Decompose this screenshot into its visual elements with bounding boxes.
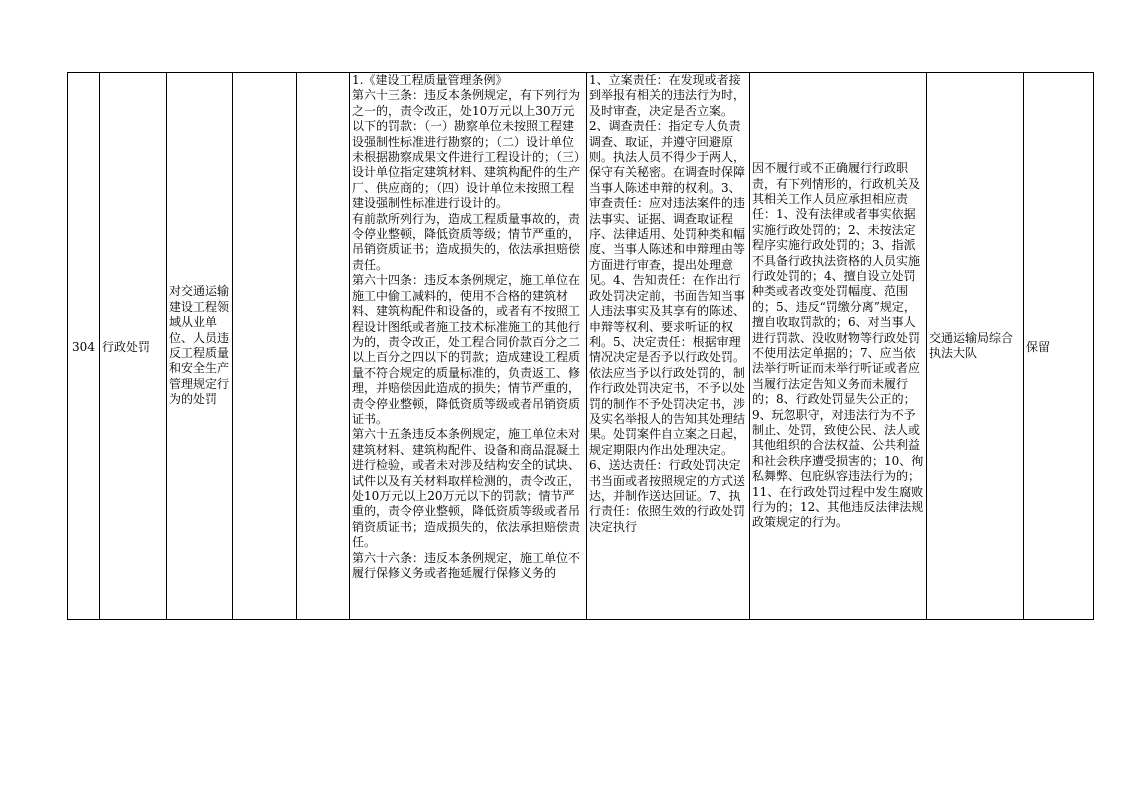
power-list-table xyxy=(67,72,1094,620)
responsibility-cell xyxy=(587,73,750,620)
accountability-text: 因不履行或不正确履行行政职责，有下列情形的，行政机关及其相关工作人员应承担相应责任：1、没有法律或者事实依据实施行政处罚的；2、未按法定程序实施行政处罚的；3、指派不具备行政执法资格的人员实施行政处罚的；4、擅自设立处罚种类或者改变处罚幅度、范围的；5、违反“罚缴分离”规定，擅自收取罚款的；6、对当事人进行罚款、没收财物等行政处罚不使用法定单据的；7、应当依法举行听证而未举行听证或者应当履行法定告知义务而未履行的；8、行政处罚显失公正的；9、玩忽职守，对违法行为不予制止、处罚，致使公民、法人或其他组织的合法权益、公共利益和社会秩序遭受损害的；10、徇私舞弊、包庇纵容违法行为的；11、在行政处罚过程中发生腐败行为的；12、其他违反法律法规政策规定的行为。 xyxy=(752,161,924,530)
sub-item-cell xyxy=(233,73,297,620)
power-item-name: 对交通运输建设工程领域从业单位、人员违反工程质量和安全生产管理规定行为的处罚 xyxy=(169,284,230,407)
row-number-cell xyxy=(68,73,100,620)
status-cell xyxy=(1024,73,1094,620)
implementing-agency: 交通运输局综合执法大队 xyxy=(929,330,1014,360)
power-category: 行政处罚 xyxy=(102,340,151,355)
category-cell xyxy=(100,73,167,620)
responsibility-text: 1、立案责任：在发现或者接到举报有相关的违法行为时，及时审查，决定是否立案。2、调查责任：指定专人负责调查、取证，并遵守回避原则。执法人员不得少于两人，保守有关秘密。在调查时保障当事人陈述申辩的权利。3、审查责任：应对违法案件的违法事实、证据、调查取证程序、法律适用、处罚种类和幅度、当事人陈述和申辩理由等方面进行审查，提出处理意见。4、告知责任：在作出行政处罚决定前，书面告知当事人违法事实及其享有的陈述、申辩等权利、要求听证的权利。5、决定责任：根据审理情况决定是否予以行政处罚。依法应当予以行政处罚的，制作行政处罚决定书，不予以处罚的制作不予处罚决定书，涉及实名举报人的告知其处理结果。处罚案件自立案之日起，规定期限内作出处理决定。 6、送达责任：行政处罚决定书当面或者按照规定的方式送达，并制作送达回证。7、执行责任：依照生效的行政处罚决定执行 xyxy=(589,73,746,534)
legal-basis-text: 1.《建设工程质量管理条例》 第六十三条：违反本条例规定，有下列行为之一的，责令改正，处10万元以上30万元以下的罚款：（一）勘察单位未按照工程建设强制性标准进行勘察的；（二）设计单位未根据勘察成果文件进行工程设计的；（三）设计单位指定建筑材料、建筑构配件的生产厂、供应商的；（四）设计单位未按照工程建设强制性标准进行设计的。 有前款所列行为，造成工程质量事故的，责令停业整顿，降低资质等级；情节严重的，吊销资质证书；造成损失的，依法承担赔偿责任。 第六十四条：违反本条例规定，施工单位在施工中偷工减料的，使用不合格的建筑材料、建筑构配件和设备的，或者有不按照工程设计图纸或者施工技术标准施工的其他行为的，责令改正，处工程合同价款百分之二以上百分之四以下的罚款；造成建设工程质量不符合规定的质量标准的，负责返工、修理，并赔偿因此造成的损失；情节严重的，责令停业整顿，降低资质等级或者吊销资质证书。 第六十五条违反本条例规定，施工单位未对建筑材料、建筑构配件、设备和商品混凝土进行检验，或者未对涉及结构安全的试块、试件以及有关材料取样检测的，责令改正，处10万元以上20万元以下的罚款；情节严重的，责令停业整顿，降低资质等级或者吊销资质证书；造成损失的，依法承担赔偿责任。 第六十六条：违反本条例规定，施工单位不履行保修义务或者拖延履行保修义务的 xyxy=(352,73,581,580)
row-number: 304 xyxy=(72,340,95,355)
empty-cell xyxy=(297,73,350,620)
table-row xyxy=(68,73,1094,620)
status-value: 保留 xyxy=(1026,340,1051,355)
accountability-cell xyxy=(750,73,927,620)
item-name-cell xyxy=(167,73,233,620)
agency-cell xyxy=(927,73,1024,620)
legal-basis-cell xyxy=(350,73,587,620)
